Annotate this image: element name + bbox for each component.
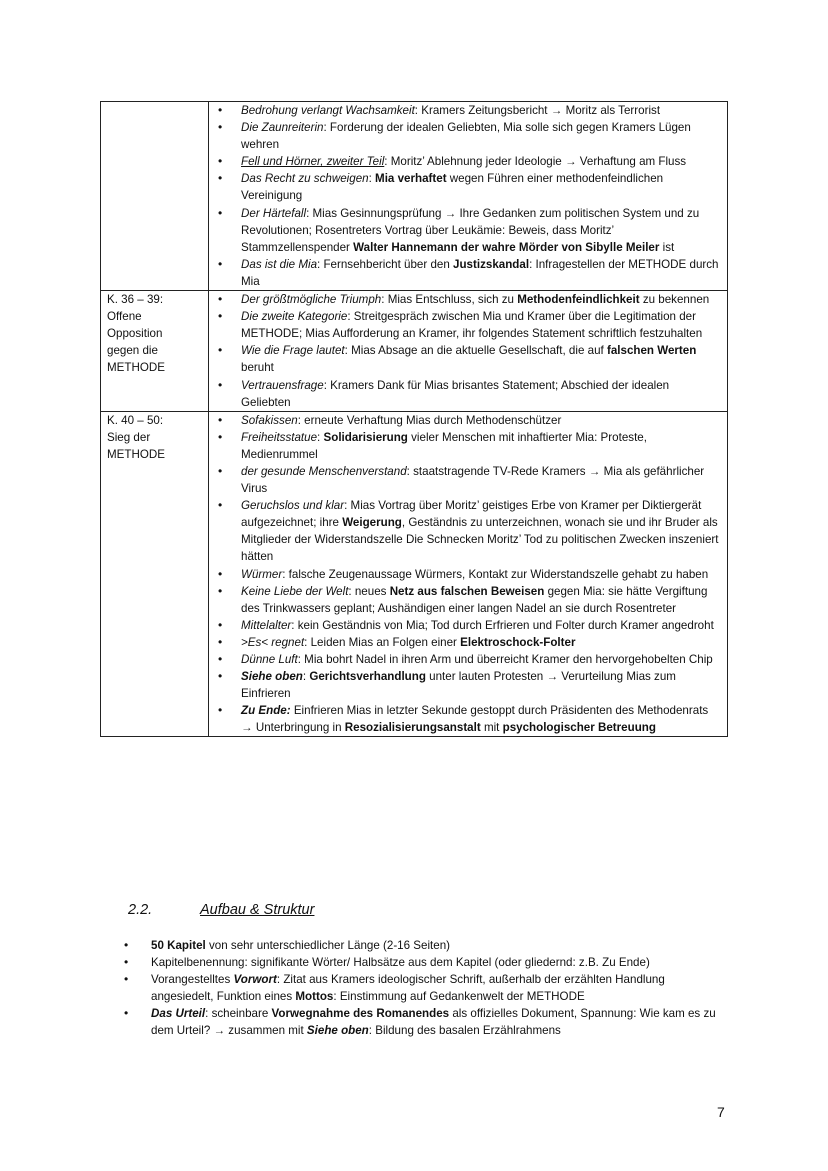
bullet-item xyxy=(209,205,721,256)
text-run: Bedrohung verlangt Wachsamkeit xyxy=(241,104,415,117)
text-run: Elektroschock-Folter xyxy=(460,635,576,649)
text-run: falschen Werten xyxy=(606,344,697,358)
text-run: Das Urteil xyxy=(151,1007,206,1021)
text-run: Freiheitsstatue xyxy=(241,430,318,444)
table-row xyxy=(101,411,728,737)
bullet-item xyxy=(124,937,728,954)
text-run: als offizielles Dokument, Spannung: Wie kam es zu dem Urteil? → zusammen mit xyxy=(151,1007,716,1038)
text-run: Netz aus falschen Beweisen xyxy=(389,584,545,598)
text-run: Mottos xyxy=(295,990,334,1004)
bullet-item xyxy=(209,256,721,290)
bullet-item xyxy=(209,170,721,204)
text-run: : Kramers Dank für Mias brisantes Statement; Abschied der idealen Geliebten xyxy=(241,378,670,409)
bullet-item xyxy=(124,971,728,1005)
text-run: Mia verhaftet xyxy=(375,172,447,186)
text-run: Keine Liebe der Welt xyxy=(241,584,349,598)
text-run: mit xyxy=(480,721,503,735)
text-run: Methodenfeindlichkeit xyxy=(517,293,640,307)
text-run: : xyxy=(317,430,324,444)
text-run: : scheinbare xyxy=(205,1007,272,1021)
text-run: Vertrauensfrage xyxy=(241,378,324,392)
chapter-label-line: K. 36 – 39: xyxy=(107,293,164,307)
chapter-label-line: Sieg der xyxy=(107,430,151,444)
section-heading xyxy=(128,902,314,918)
bullet-item xyxy=(209,429,721,463)
text-run: Vorangestelltes xyxy=(151,973,234,987)
bullet-item xyxy=(209,153,721,170)
chapter-cell xyxy=(101,291,209,412)
structure-bullet-list xyxy=(124,937,728,1040)
chapter-cell xyxy=(101,411,209,737)
content-cell xyxy=(209,291,728,412)
text-run: Solidarisierung xyxy=(323,430,408,444)
text-run: : Zitat aus Kramers ideologischer Schrift, außerhalb der erzählten Handlung angesiedelt, Funktion eines xyxy=(151,973,665,1004)
text-run: Die zweite Kategorie xyxy=(241,310,348,324)
bullet-item xyxy=(209,342,721,376)
bullet-item xyxy=(209,291,721,308)
table-row xyxy=(101,102,728,291)
text-run: Der Härtefall xyxy=(241,206,307,220)
text-run: Mittelalter xyxy=(241,618,292,632)
text-run: : Bildung des basalen Erzählrahmens xyxy=(368,1024,561,1038)
chapter-label-line: METHODE xyxy=(107,447,165,461)
text-run: beruht xyxy=(241,361,274,375)
text-run: : staatstragende TV-Rede Kramers → Mia als gefährlicher Virus xyxy=(241,464,705,496)
text-run: Fell und Hörner, zweiter Teil xyxy=(241,155,385,169)
text-run: Zu Ende: xyxy=(241,704,291,718)
bullet-item xyxy=(209,583,721,617)
text-run: : Mias Absage an die aktuelle Gesellschaft, die auf xyxy=(344,344,607,358)
chapter-summary-table xyxy=(100,101,728,737)
text-run: : xyxy=(302,670,310,684)
bullet-item xyxy=(209,463,721,497)
text-run: Resozialisierungsanstalt xyxy=(344,721,481,735)
bullet-item xyxy=(209,651,721,668)
text-run: : kein Geständnis von Mia; Tod durch Erfrieren und Folter durch Kramer angedroht xyxy=(291,618,714,632)
text-run: Vorwort xyxy=(233,973,277,987)
content-cell xyxy=(209,102,728,291)
text-run: unter lauten Protesten → Verurteilung Mias zum Einfrieren xyxy=(241,670,676,701)
text-run: : erneute Verhaftung Mias durch Methodenschützer xyxy=(297,413,562,427)
bullet-item xyxy=(209,702,721,736)
text-run: Wie die Frage lautet xyxy=(241,344,345,358)
page-number: 7 xyxy=(717,1104,725,1120)
text-run: Die Zaunreiterin xyxy=(241,121,324,135)
text-run: Einfrieren Mias in letzter Sekunde gestoppt durch Präsidenten des Methodenrats → Unterbringung in xyxy=(241,704,709,735)
text-run: : Fernsehbericht über den xyxy=(317,257,454,271)
text-run: , Geständnis zu unterzeichnen, wonach sie und ihr Bruder als Mitglieder der Widerstandszelle Die Schnecken Moritz’ Tod zu politischen Zwecken inszeniert hätten xyxy=(241,516,719,564)
bullet-item xyxy=(209,566,721,583)
section-number: 2.2. xyxy=(128,902,153,918)
chapter-label-line: Opposition xyxy=(107,327,163,341)
text-run: von sehr unterschiedlicher Länge (2-16 Seiten) xyxy=(205,939,451,952)
text-run: Kapitelbenennung: signifikante Wörter/ Halbsätze aus dem Kapitel (oder gliedernd: z.B. Zu Ende) xyxy=(151,956,650,970)
text-run: Gerichtsverhandlung xyxy=(309,670,426,684)
text-run: zu bekennen xyxy=(639,293,710,307)
text-run: Dünne Luft xyxy=(241,653,298,666)
bullet-item xyxy=(209,102,721,119)
text-run: : Infragestellen der METHODE durch Mia xyxy=(241,257,719,288)
text-run: : Streitgespräch zwischen Mia und Kramer über die Legitimation der METHODE; Mias Aufforderung an Kramer, ihr folgendes Statement schriftlich festzuhalten xyxy=(241,310,703,341)
bullet-item xyxy=(209,668,721,702)
bullet-item xyxy=(209,119,721,153)
content-cell xyxy=(209,411,728,737)
chapter-cell xyxy=(101,102,209,291)
bullet-item xyxy=(209,634,721,651)
chapter-label-line: K. 40 – 50: xyxy=(107,413,164,427)
bullet-item xyxy=(209,377,721,411)
text-run: : xyxy=(368,172,376,186)
text-run: wegen Führen einer methodenfeindlichen Vereinigung xyxy=(241,172,664,203)
text-run: psychologischer Betreuung xyxy=(502,721,656,735)
chapter-label-line: METHODE xyxy=(107,361,165,375)
chapter-label-line: Offene xyxy=(107,310,142,324)
bullet-item xyxy=(124,1005,728,1039)
section-title: Aufbau & Struktur xyxy=(200,902,315,918)
text-run: : Mia bohrt Nadel in ihren Arm und überreicht Kramer den hervorgehobelten Chip xyxy=(297,653,713,666)
text-run: >Es< regnet xyxy=(241,635,305,649)
plot-point-list xyxy=(209,291,721,411)
text-run: : Mias Vortrag über Moritz’ geistiges Erbe von Kramer per Diktiergerät aufgezeichnet; ihre xyxy=(241,499,702,530)
table-row xyxy=(101,291,728,412)
text-run: : Moritz’ Ablehnung jeder Ideologie → Verhaftung am Fluss xyxy=(384,155,687,169)
text-run: vieler Menschen mit inhaftierter Mia: Proteste, Medienrummel xyxy=(241,430,647,461)
text-run: : Einstimmung auf Gedankenwelt der METHODE xyxy=(333,990,585,1004)
text-run: : falsche Zeugenaussage Würmers, Kontakt zur Widerstandszelle gehabt zu haben xyxy=(282,567,709,581)
bullet-item xyxy=(124,954,728,971)
plot-point-list xyxy=(209,102,721,290)
text-run: 50 Kapitel xyxy=(151,939,206,952)
text-run: Siehe oben xyxy=(241,670,303,684)
text-run: Siehe oben xyxy=(306,1024,369,1038)
text-run: der gesunde Menschenverstand xyxy=(241,464,407,478)
plot-point-list xyxy=(209,412,721,737)
text-run: Das ist die Mia xyxy=(241,257,318,271)
text-run: Vorwegnahme des Romanendes xyxy=(271,1007,450,1021)
text-run: Geruchslos und klar xyxy=(241,499,345,513)
text-run: gegen Mia: sie hätte Vergiftung des Trinkwassers geplant; Aushändigen einer langen Nadel an sie durch Rosentreter xyxy=(241,584,708,615)
chapter-label-line: gegen die xyxy=(107,344,158,358)
text-run: Das Recht zu schweigen xyxy=(241,172,369,186)
text-run: : Forderung der idealen Geliebten, Mia solle sich gegen Kramers Lügen wehren xyxy=(241,121,691,152)
text-run: : neues xyxy=(348,584,390,598)
text-run: ist xyxy=(659,240,675,254)
text-run: Weigerung xyxy=(342,516,402,530)
text-run: : Leiden Mias an Folgen einer xyxy=(304,635,461,649)
text-run: Justizskandal xyxy=(453,257,530,271)
bullet-item xyxy=(209,497,721,565)
bullet-item xyxy=(209,617,721,634)
text-run: : Mias Gesinnungsprüfung → Ihre Gedanken zum politischen System und zu Revolutionen; Rosentreters Vortrag über Leukämie: Beweis, dass Moritz’ Stammzellenspender xyxy=(241,206,700,254)
text-run: : Mias Entschluss, sich zu xyxy=(381,293,518,307)
bullet-item xyxy=(209,308,721,342)
text-run: Walter Hannemann der wahre Mörder von Sibylle Meiler xyxy=(353,240,660,254)
text-run: : Kramers Zeitungsbericht → Moritz als Terrorist xyxy=(414,104,661,117)
bullet-item xyxy=(209,412,721,429)
text-run: Sofakissen xyxy=(241,413,298,427)
text-run: Der größtmögliche Triumph xyxy=(241,293,382,307)
text-run: Würmer xyxy=(241,567,283,581)
